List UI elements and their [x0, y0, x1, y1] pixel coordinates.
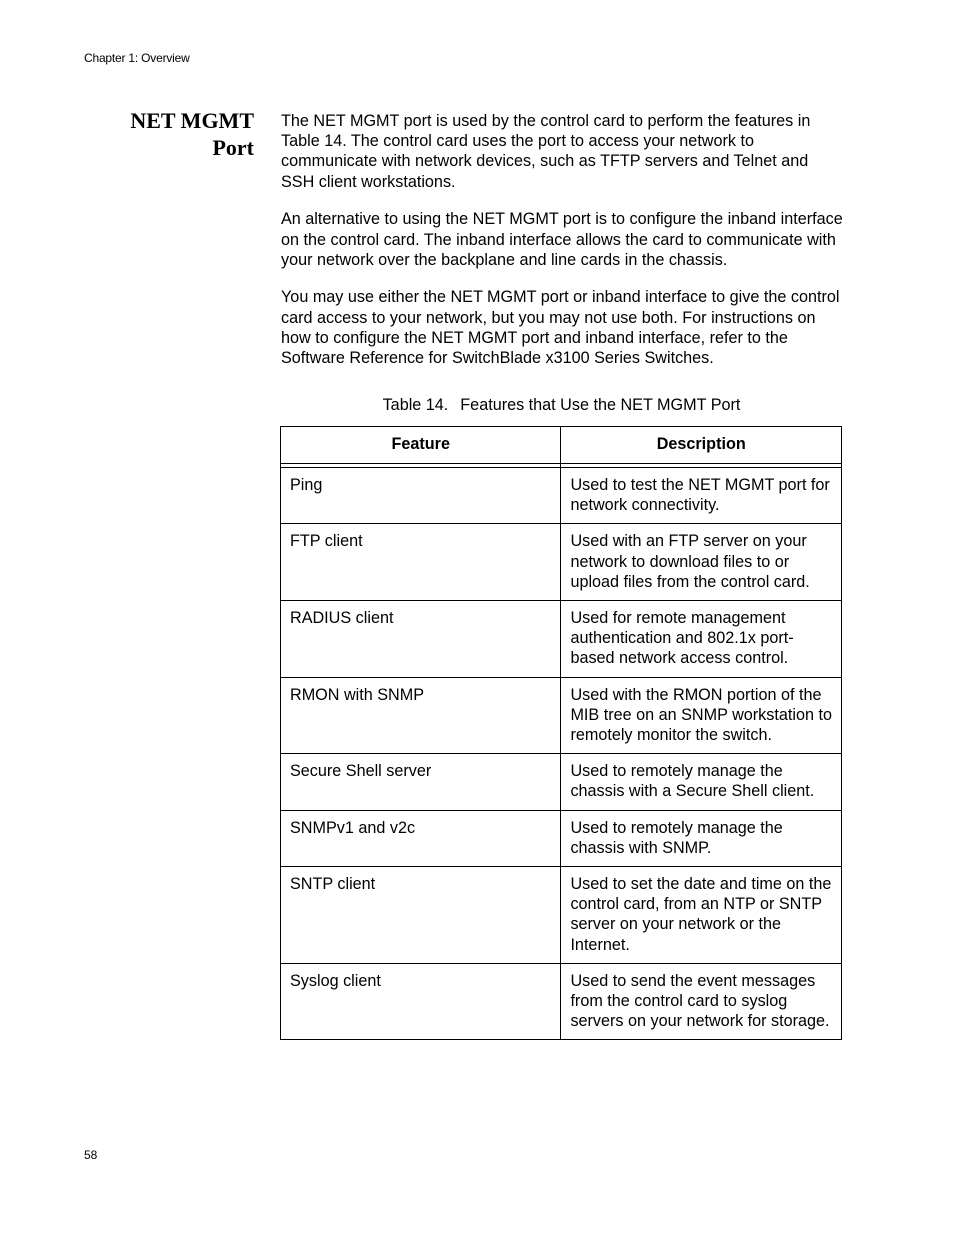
table-row [281, 677, 842, 754]
description-cell: Used to remotely manage the chassis with SNMP. [561, 810, 842, 866]
table-row [281, 754, 842, 810]
table-caption [281, 395, 842, 415]
section-heading-line-1: NET MGMT [130, 108, 254, 133]
table-row [281, 867, 842, 964]
table-caption-number: Table 14. [382, 396, 449, 414]
table-caption-title: Features that Use the NET MGMT Port [460, 396, 741, 414]
description-cell: Used for remote management authentication and 802.1x port-based network access control. [561, 601, 842, 678]
feature-cell: Secure Shell server [281, 754, 561, 810]
section-heading-line-2: Port [212, 135, 254, 160]
feature-cell: RADIUS client [281, 601, 561, 678]
table-row [281, 468, 842, 524]
description-cell: Used to test the NET MGMT port for network connectivity. [561, 468, 842, 524]
table-row [281, 810, 842, 866]
paragraph-2: An alternative to using the NET MGMT port is to configure the inband interface on the control card. The inband interface allows the card to communicate with your network over the backplane and line cards in the chassis. [281, 210, 843, 269]
table-row [281, 524, 842, 601]
features-table [280, 426, 842, 1040]
column-header-feature: Feature [281, 427, 561, 464]
feature-cell: Ping [281, 468, 561, 524]
column-header-description: Description [561, 427, 842, 464]
feature-cell: FTP client [281, 524, 561, 601]
description-cell: Used with the RMON portion of the MIB tree on an SNMP workstation to remotely monitor the switch. [561, 677, 842, 754]
table-header-row [281, 427, 842, 464]
feature-cell: SNTP client [281, 867, 561, 964]
section-heading [54, 107, 254, 161]
paragraph-1: The NET MGMT port is used by the control card to perform the features in Table 14. The control card uses the port to access your network to communicate with network devices, such as TFTP servers and Telnet and SSH client workstations. [281, 112, 811, 191]
page-number: 58 [84, 1148, 98, 1162]
description-cell: Used to set the date and time on the control card, from an NTP or SNTP server on your network or the Internet. [561, 867, 842, 964]
description-cell: Used to send the event messages from the control card to syslog servers on your network for storage. [561, 963, 842, 1040]
feature-cell: SNMPv1 and v2c [281, 810, 561, 866]
description-cell: Used to remotely manage the chassis with a Secure Shell client. [561, 754, 842, 810]
table-row [281, 963, 842, 1040]
feature-cell: RMON with SNMP [281, 677, 561, 754]
feature-cell: Syslog client [281, 963, 561, 1040]
body-text [281, 111, 846, 386]
description-cell: Used with an FTP server on your network to download files to or upload files from the control card. [561, 524, 842, 601]
running-header: Chapter 1: Overview [84, 51, 190, 65]
paragraph-3: You may use either the NET MGMT port or inband interface to give the control card access to your network, but you may not use both. For instructions on how to configure the NET MGMT port and inband interface, refer to the Software Reference for SwitchBlade x3100 Series Switches. [281, 288, 840, 368]
table-row [281, 601, 842, 678]
